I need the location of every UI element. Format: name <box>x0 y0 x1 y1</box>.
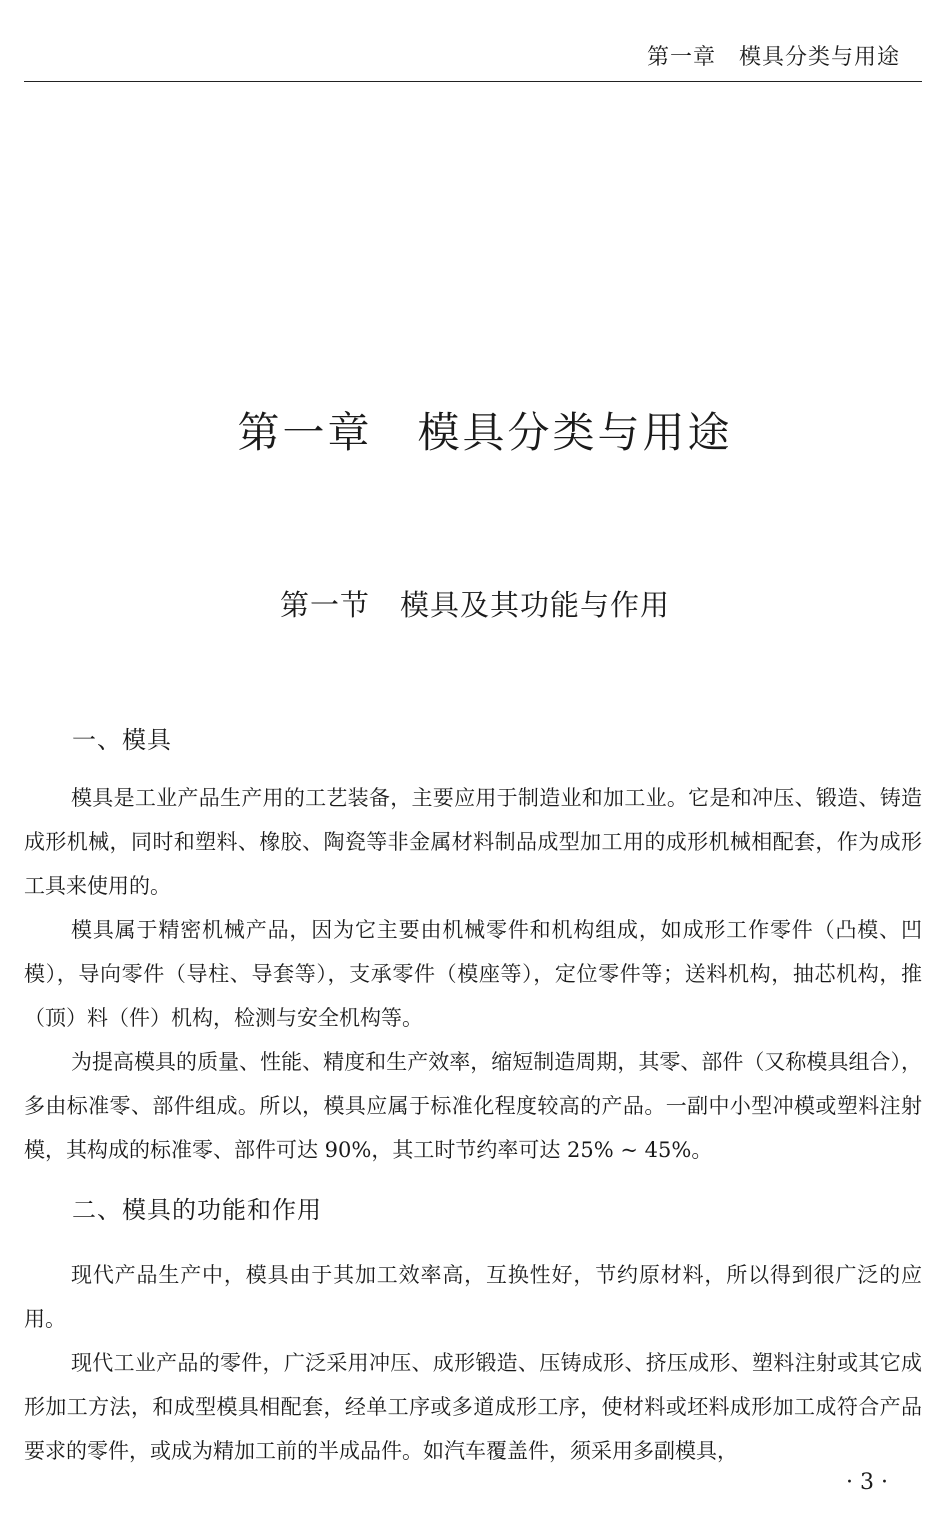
running-header: 第一章 模具分类与用途 <box>646 45 900 70</box>
section-title: 第一节 模具及其功能与作用 <box>279 588 670 622</box>
paragraph: 现代工业产品的零件，广泛采用冲压、成形锻造、压铸成形、挤压成形、塑料注射或其它成形加工方法，和成型模具相配套，经单工序或多道成形工序，使材料或坯料成形加工成符合产品要求的零件，或成为精加工前的半成品件。如汽车覆盖件，须采用多副模具， <box>24 1351 922 1463</box>
paragraph: 为提高模具的质量、性能、精度和生产效率，缩短制造周期，其零、部件（又称模具组合），多由标准零、部件组成。所以，模具应属于标准化程度较高的产品。一副中小型冲模或塑料注射模，其构成的标准零、部件可达 90%，其工时节约率可达 25% ~ 45%。 <box>24 1050 922 1162</box>
paragraph: 模具是工业产品生产用的工艺装备，主要应用于制造业和加工业。它是和冲压、锻造、铸造成形机械，同时和塑料、橡胶、陶瓷等非金属材料制品成型加工用的成形机械相配套，作为成形工具来使用的。 <box>24 786 922 898</box>
subsection-heading-molds: 一、模具 <box>72 726 172 754</box>
paragraph: 现代产品生产中，模具由于其加工效率高，互换性好，节约原材料，所以得到很广泛的应用。 <box>24 1263 922 1331</box>
page-number: · 3 · <box>846 1470 888 1495</box>
header-rule <box>24 81 922 82</box>
chapter-title: 第一章 模具分类与用途 <box>237 408 733 457</box>
paragraph: 模具属于精密机械产品，因为它主要由机械零件和机构组成，如成形工作零件（凸模、凹模），导向零件（导柱、导套等），支承零件（模座等），定位零件等；送料机构，抽芯机构，推（顶）料（件）机构，检测与安全机构等。 <box>24 918 922 1030</box>
subsection-heading-functions: 二、模具的功能和作用 <box>72 1196 322 1224</box>
